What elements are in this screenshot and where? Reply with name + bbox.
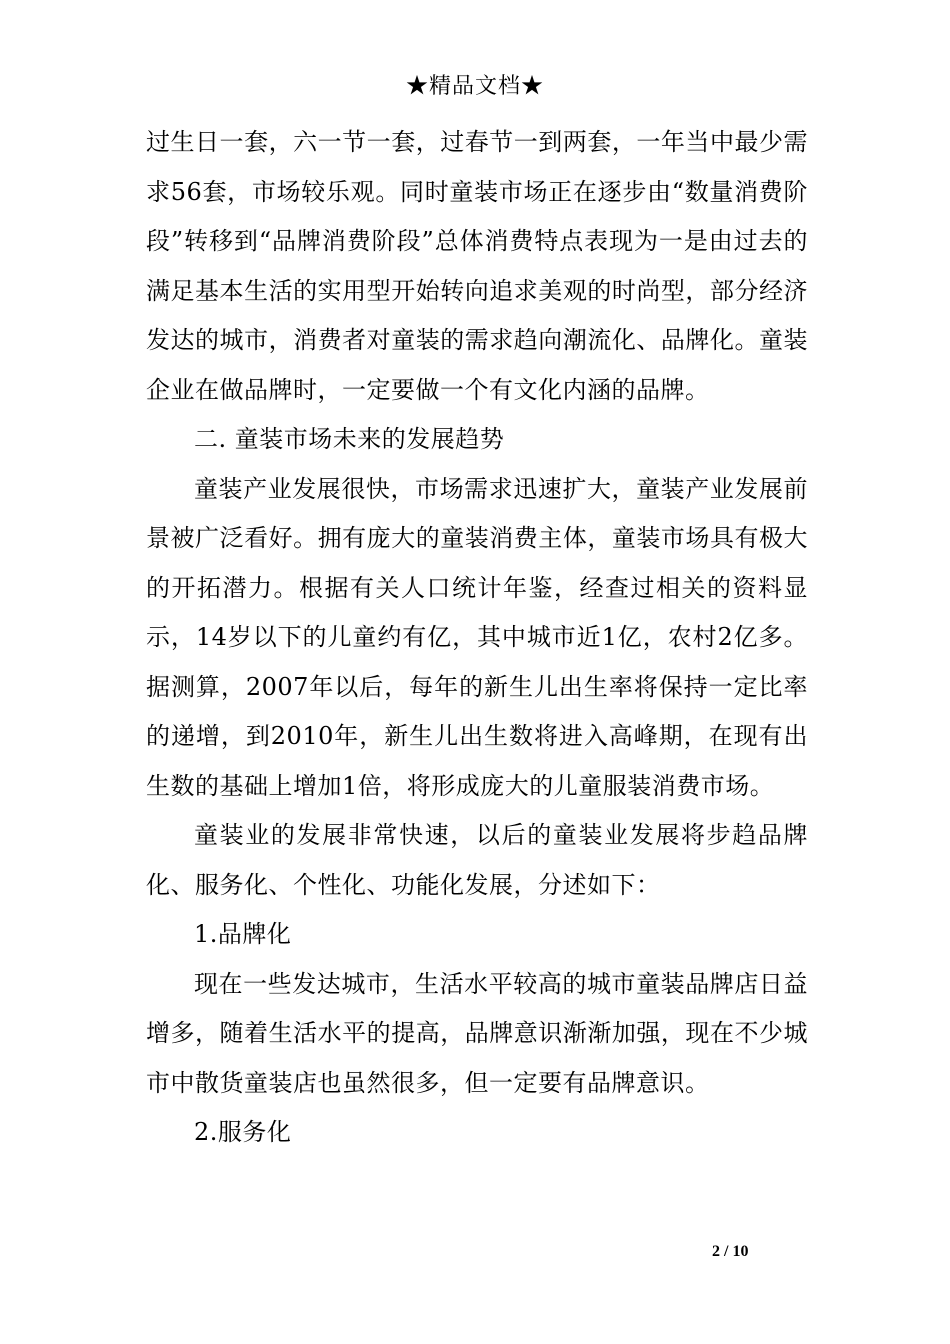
section-heading: 二. 童装市场未来的发展趋势 [194, 425, 505, 453]
paragraph-trends-intro: 童装业的发展非常快速，以后的童装业发展将步趋品牌化、服务化、个性化、功能化发展，分述如下： [146, 821, 808, 899]
subheading-branding: 1.品牌化 [194, 920, 292, 948]
page-header-title: ★精品文档★ [405, 74, 544, 99]
document-body [146, 118, 808, 1158]
subheading-service: 2.服务化 [194, 1118, 292, 1146]
paragraph-branding: 现在一些发达城市，生活水平较高的城市童装品牌店日益增多，随着生活水平的提高，品牌意识渐渐加强，现在不少城市中散货童装店也虽然很多，但一定要有品牌意识。 [146, 969, 808, 1097]
paragraph-continuation: 过生日一套，六一节一套，过春节一到两套，一年当中最少需求56套，市场较乐观。同时童装市场正在逐步由“数量消费阶段”转移到“品牌消费阶段”总体消费特点表现为一是由过去的满足基本生活的实用型开始转向追求美观的时尚型，部分经济发达的城市，消费者对童装的需求趋向潮流化、品牌化。童装企业在做品牌时，一定要做一个有文化内涵的品牌。 [146, 128, 808, 404]
paragraph-market-outlook: 童装产业发展很快，市场需求迅速扩大，童装产业发展前景被广泛看好。拥有庞大的童装消费主体，童装市场具有极大的开拓潜力。根据有关人口统计年鉴，经查过相关的资料显示，14岁以下的儿童约有亿，其中城市近1亿，农村2亿多。据测算，2007年以后，每年的新生儿出生率将保持一定比率的递增，到2010年，新生儿出生数将进入高峰期，在现有出生数的基础上增加1倍，将形成庞大的儿童服装消费市场。 [146, 474, 808, 800]
page-number: 2 / 10 [712, 1243, 749, 1260]
